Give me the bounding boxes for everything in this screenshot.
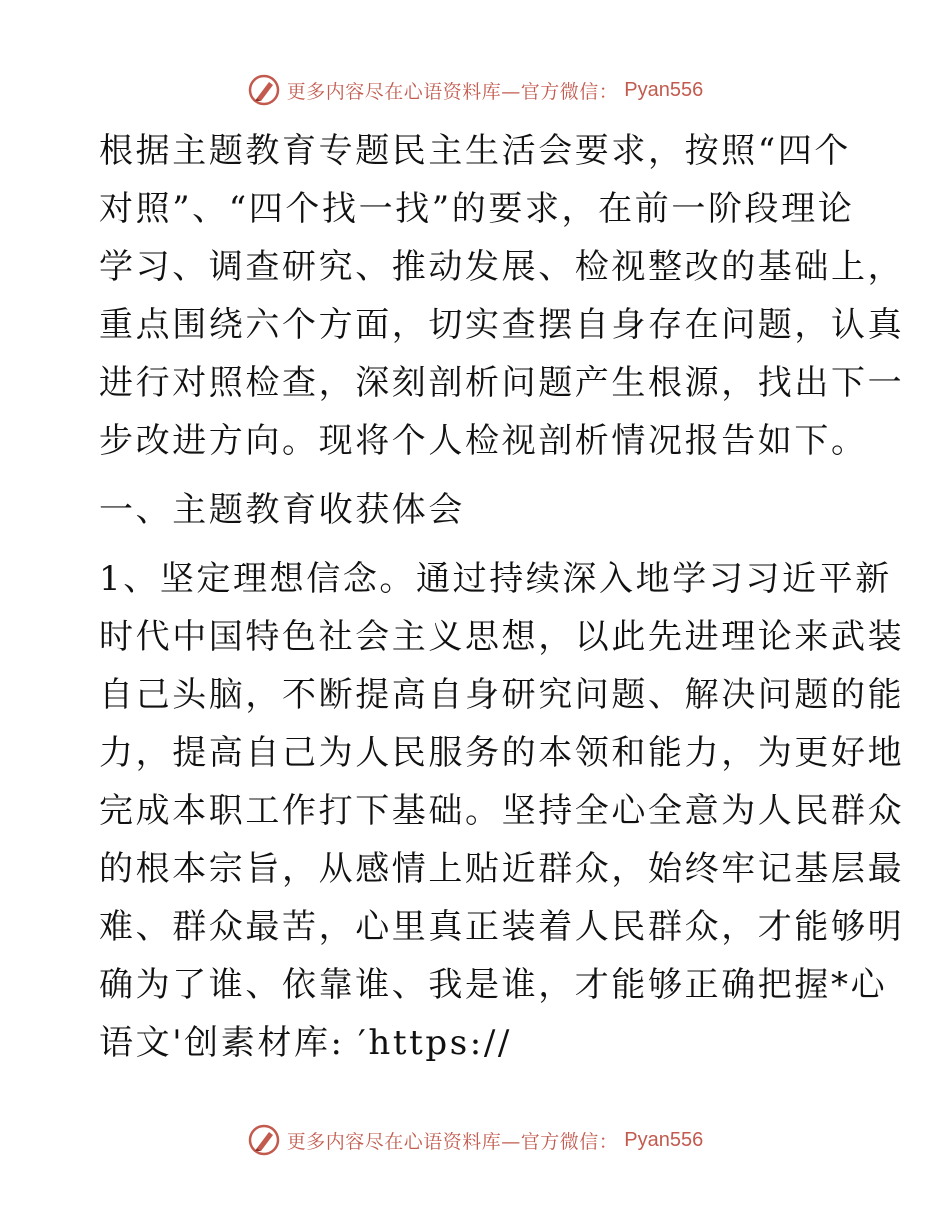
watermark-header: [0, 70, 950, 110]
text-line: 的根本宗旨，从感情上贴近群众，始终牢记基层最: [99, 849, 905, 889]
text-line: 自己头脑，不断提高自身研究问题、解决问题的能: [99, 675, 905, 715]
paragraph-spacer: [99, 470, 859, 481]
paragraph-intro: [99, 122, 905, 470]
text-line: 根据主题教育专题民主生活会要求，按照“四个: [99, 131, 851, 171]
text-line: 语文'创素材库: ′https://: [99, 1023, 512, 1063]
text-line: 重点围绕六个方面，切实查摆自身存在问题，认真: [99, 305, 905, 345]
watermark-text: 更多内容尽在心语资料库—官方微信：: [286, 1130, 619, 1153]
text-line: 对照”、“四个找一找”的要求，在前一阶段理论: [99, 189, 855, 229]
paragraph-point-1: [99, 550, 905, 1072]
text-line: 步改进方向。现将个人检视剖析情况报告如下。: [99, 421, 868, 461]
watermark-text: 更多内容尽在心语资料库—官方微信：: [286, 80, 619, 103]
pen-logo-icon: [247, 73, 281, 107]
text-line: 确为了谁、依靠谁、我是谁，才能够正确把握*心: [99, 965, 888, 1005]
text-line: 1、坚定理想信念。通过持续深入地学习习近平新: [99, 559, 892, 599]
heading-line: 一、主题教育收获体会: [99, 490, 465, 530]
section-heading: [99, 481, 859, 539]
pen-logo-icon: [247, 1123, 281, 1157]
watermark-wechat-id: Pyan556: [624, 78, 704, 101]
document-body: [99, 122, 905, 1072]
watermark-wechat-id: Pyan556: [624, 1128, 704, 1151]
paragraph-spacer: [99, 539, 859, 550]
text-line: 完成本职工作打下基础。坚持全心全意为人民群众: [99, 791, 905, 831]
text-line: 难、群众最苦，心里真正装着人民群众，才能够明: [99, 907, 905, 947]
text-line: 力，提高自己为人民服务的本领和能力，为更好地: [99, 733, 905, 773]
text-line: 进行对照检查，深刻剖析问题产生根源，找出下一: [99, 363, 905, 403]
text-line: 时代中国特色社会主义思想，以此先进理论来武装: [99, 617, 905, 657]
watermark-footer: [0, 1120, 950, 1160]
text-line: 学习、调查研究、推动发展、检视整改的基础上，: [99, 247, 905, 287]
